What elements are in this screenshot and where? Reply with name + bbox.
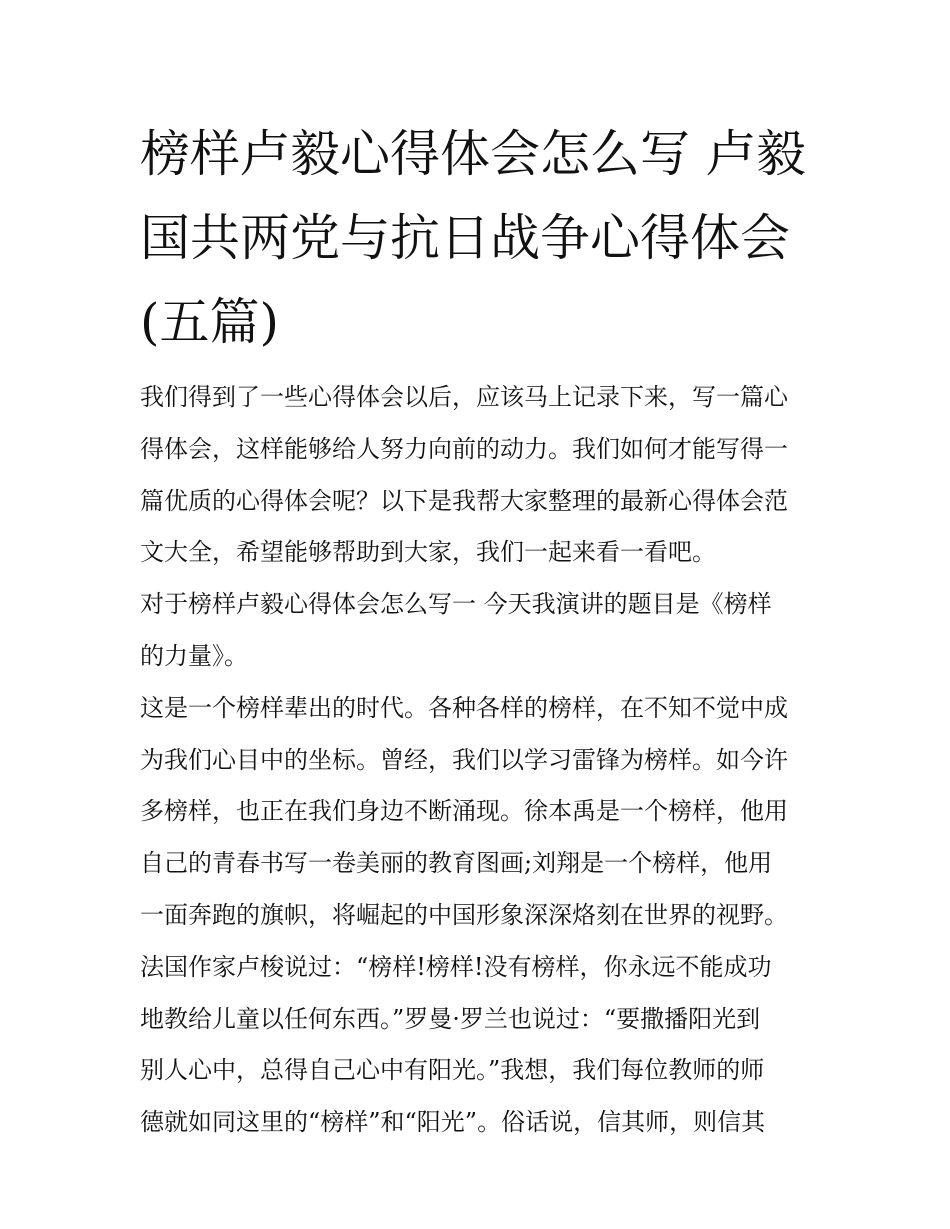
body-line: 自己的青春书写一卷美丽的教育图画;刘翔是一个榜样，他用 xyxy=(140,849,773,878)
body-line: 的力量》。 xyxy=(140,641,248,670)
title-line: 国共两党与抗日战争心得体会 xyxy=(140,209,790,267)
title-line: (五篇) xyxy=(140,293,280,351)
body-line: 对于榜样卢毅心得体会怎么写一 今天我演讲的题目是《榜样 xyxy=(140,590,772,619)
title-line: 榜样卢毅心得体会怎么写 卢毅 xyxy=(140,125,806,183)
body-line: 这是一个榜样辈出的时代。各种各样的榜样，在不知不觉中成 xyxy=(140,693,788,722)
document-page xyxy=(140,112,820,1149)
body-line: 一面奔跑的旗帜，将崛起的中国形象深深烙刻在世界的视野。 xyxy=(140,900,788,929)
body-line: 法国作家卢梭说过：“榜样!榜样!没有榜样，你永远不能成功 xyxy=(140,952,772,981)
body-line: 多榜样，也正在我们身边不断涌现。徐本禹是一个榜样，他用 xyxy=(140,797,788,826)
body-line: 文大全，希望能够帮助到大家，我们一起来看一看吧。 xyxy=(140,538,716,567)
body-line: 为我们心目中的坐标。曾经，我们以学习雷锋为榜样。如今许 xyxy=(140,745,788,774)
document-title xyxy=(140,112,820,364)
body-line: 篇优质的心得体会呢？以下是我帮大家整理的最新心得体会范 xyxy=(140,486,788,515)
body-line: 我们得到了一些心得体会以后，应该马上记录下来，写一篇心 xyxy=(140,383,788,411)
body-line: 地教给儿童以任何东西。”罗曼·罗兰也说过：“要撒播阳光到 xyxy=(140,1004,761,1033)
body-line: 得体会，这样能够给人努力向前的动力。我们如何才能写得一 xyxy=(140,434,788,463)
document-body xyxy=(140,372,820,1149)
body-line: 德就如同这里的“榜样”和“阳光”。俗话说，信其师，则信其 xyxy=(140,1108,766,1137)
body-line: 别人心中，总得自己心中有阳光。”我想，我们每位教师的师 xyxy=(140,1056,765,1085)
